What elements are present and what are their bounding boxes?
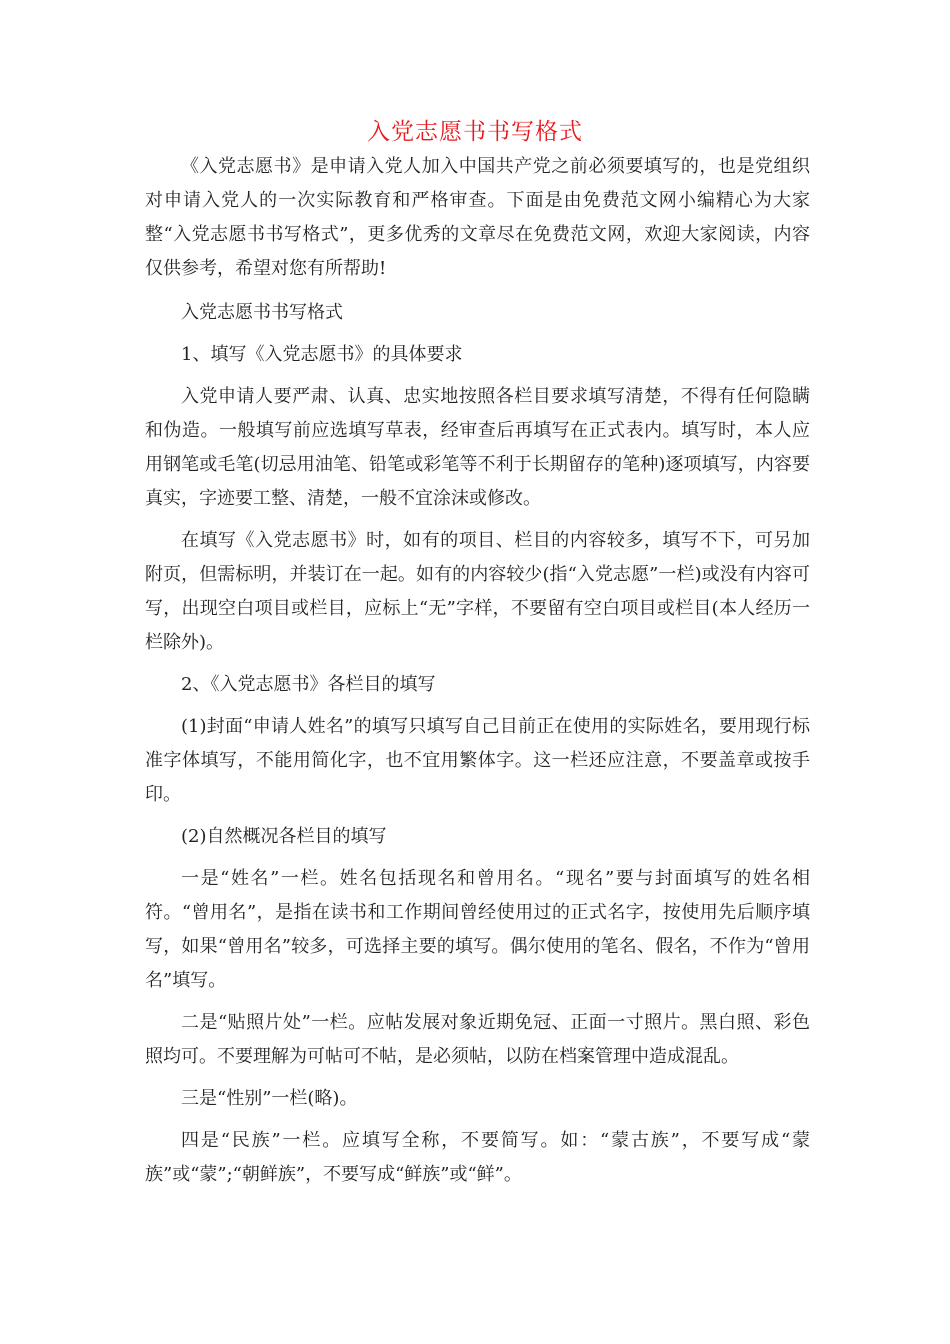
subsection-heading-2: 2、《入党志愿书》各栏目的填写 xyxy=(181,674,436,695)
document-body xyxy=(145,150,810,1192)
document-title: 入党志愿书书写格式 xyxy=(367,119,583,145)
body-paragraph: 三是“性别”一栏(略)。 xyxy=(181,1088,358,1109)
body-paragraph: 四是“民族”一栏。应填写全称，不要简写。如：“蒙古族”，不要写成“蒙族”或“蒙”;“朝鲜族”，不要写成“鲜族”或“鲜”。 xyxy=(145,1130,810,1185)
body-paragraph: 一是“姓名”一栏。姓名包括现名和曾用名。“现名”要与封面填写的姓名相符。“曾用名”，是指在读书和工作期间曾经使用过的正式名字，按使用先后顺序填写，如果“曾用名”较多，可选择主要的填写。偶尔使用的笔名、假名，不作为“曾用名”填写。 xyxy=(145,868,810,991)
section-heading: 入党志愿书书写格式 xyxy=(181,302,343,323)
body-paragraph: 在填写《入党志愿书》时，如有的项目、栏目的内容较多，填写不下，可另加附页，但需标明，并装订在一起。如有的内容较少(指“入党志愿”一栏)或没有内容可写，出现空白项目或栏目，应标上“无”字样，不要留有空白项目或栏目(本人经历一栏除外)。 xyxy=(145,530,810,653)
list-heading: (2)自然概况各栏目的填写 xyxy=(181,826,387,847)
body-paragraph: 入党申请人要严肃、认真、忠实地按照各栏目要求填写清楚，不得有任何隐瞒和伪造。一般填写前应选填写草表，经审查后再填写在正式表内。填写时，本人应用钢笔或毛笔(切忌用油笔、铅笔或彩笔等不利于长期留存的笔种)逐项填写，内容要真实，字迹要工整、清楚，一般不宜涂沫或修改。 xyxy=(145,386,810,509)
body-paragraph: 二是“贴照片处”一栏。应帖发展对象近期免冠、正面一寸照片。黑白照、彩色照均可。不要理解为可帖可不帖，是必须帖，以防在档案管理中造成混乱。 xyxy=(145,1012,810,1067)
subsection-heading-1: 1、填写《入党志愿书》的具体要求 xyxy=(181,344,463,365)
intro-paragraph: 《入党志愿书》是申请入党人加入中国共产党之前必须要填写的，也是党组织对申请入党人的一次实际教育和严格审查。下面是由免费范文网小编精心为大家整“入党志愿书书写格式”，更多优秀的文章尽在免费范文网，欢迎大家阅读，内容仅供参考，希望对您有所帮助! xyxy=(145,156,810,279)
body-paragraph: (1)封面“申请人姓名”的填写只填写自己目前正在使用的实际姓名，要用现行标准字体填写，不能用简化字，也不宜用繁体字。这一栏还应注意，不要盖章或按手印。 xyxy=(145,716,810,805)
